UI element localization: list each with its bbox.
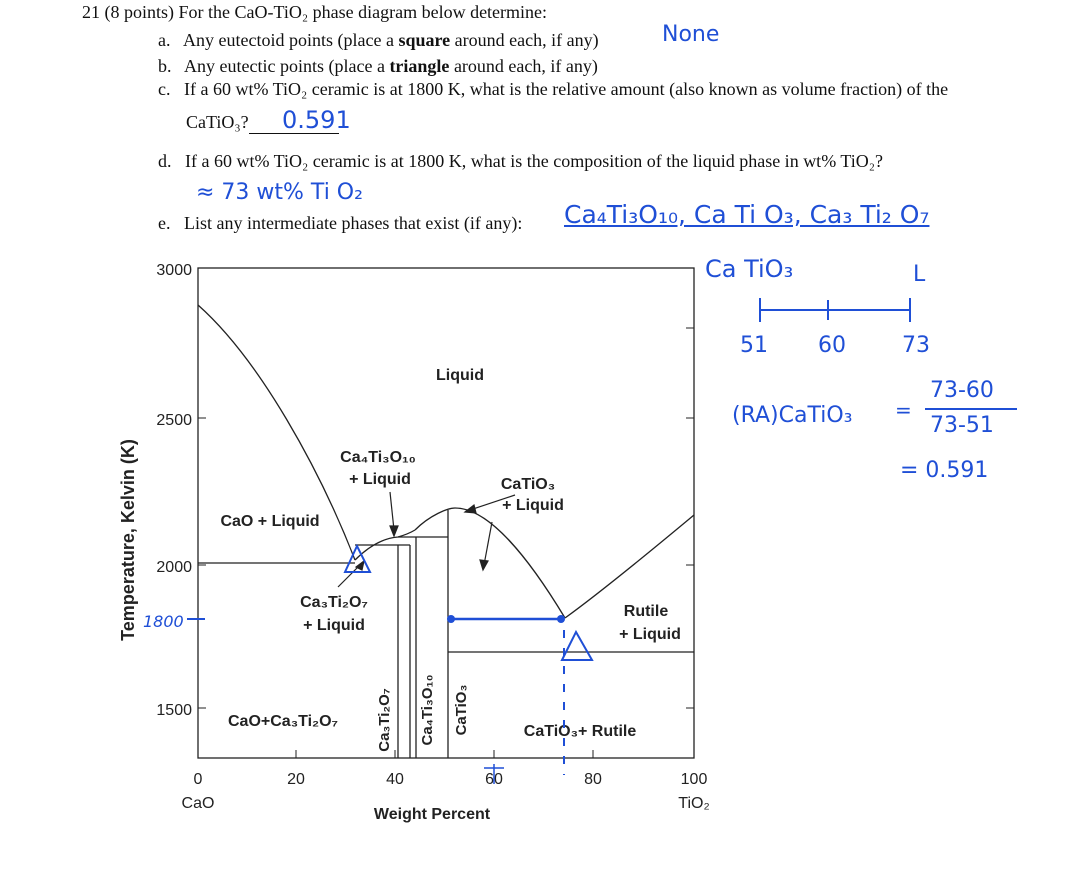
label-c32-liquid-1: Ca₃Ti₂O₇ [300,594,368,611]
temp-mark-1800: 1800 [143,612,184,631]
x-tick-40: 40 [386,771,404,788]
label-v-c32: Ca₃Ti₂O₇ [376,688,393,752]
x-tick-20: 20 [287,771,305,788]
question-header: 21 (8 points) For the CaO-TiO₂ phase diagram below determine: [82,2,548,22]
lever-eq: = [895,398,912,422]
x-tick-100: 100 [680,771,708,788]
label-catio3-rutile: CaTiO₃+ Rutile [523,723,637,740]
answer-e: Ca₄Ti₃O₁₀, Ca Ti O₃, Ca₃ Ti₂ O₇ [564,200,930,229]
answer-d: ≈ 73 wt% Ti O₂ [196,180,363,205]
tie-value-60: 60 [818,333,846,358]
label-liquid: Liquid [436,367,484,384]
lever-numerator: 73-60 [930,378,994,403]
label-cao-c32: CaO+Ca₃Ti₂O₇ [228,713,338,730]
label-v-catio3: CaTiO₃ [453,684,470,736]
label-v-c43: Ca₄Ti₃O₁₀ [419,674,436,746]
item-a-text-post: around each, if any) [450,30,599,50]
x-end-tio2: TiO₂ [678,795,710,812]
label-catio3-liquid-2: + Liquid [502,497,564,514]
item-a-emph: square [398,30,451,50]
label-rutile-liquid-2: + Liquid [619,626,681,643]
eutectic-triangle-right [562,632,592,660]
tie-point-left [447,615,455,623]
item-e-text: List any intermediate phases that exist (if any): [184,213,523,233]
x-tick-80: 80 [584,771,602,788]
label-c43-liquid-1: Ca₄Ti₃O₁₀ [340,449,416,466]
answer-c: 0.591 [282,106,351,134]
y-tick-3000: 3000 [156,262,192,279]
label-rutile-liquid-1: Rutile [623,603,669,620]
item-c-text: If a 60 wt% TiO₂ ceramic is at 1800 K, what is the relative amount (also known as volume fraction) of the [184,79,949,99]
y-tick-2000: 2000 [156,559,192,576]
handwritten-annotations [143,546,592,784]
item-a-text-pre: Any eutectoid points (place a [183,30,399,50]
y-tick-1500: 1500 [156,702,192,719]
label-cao-liquid: CaO + Liquid [220,513,320,530]
item-b-text-post: around each, if any) [449,56,598,76]
tie-value-51: 51 [740,333,768,358]
x-end-cao: CaO [181,795,215,812]
lever-denominator: 73-51 [930,413,994,438]
x-axis-label: Weight Percent [373,806,491,823]
lever-result: = 0.591 [900,458,989,483]
x-axis [182,750,710,812]
x-tick-60: 60 [485,771,503,788]
answer-a: None [662,22,720,47]
item-b-emph: triangle [389,56,450,76]
item-a-letter: a. [158,30,171,50]
item-c-text-line2: CaTiO₃? [186,112,249,132]
work-phase-left: Ca TiO₃ [705,255,794,283]
item-b-text-pre: Any eutectic points (place a [184,56,390,76]
item-d-letter: d. [158,151,172,171]
label-c43-liquid-2: + Liquid [349,471,411,488]
x-tick-0: 0 [193,771,203,788]
label-c32-liquid-2: + Liquid [303,617,365,634]
work-phase-right: L [913,262,926,287]
y-axis-label: Temperature, Kelvin (K) [118,439,138,641]
y-tick-2500: 2500 [156,412,192,429]
lever-lhs: (RA)CaTiO₃ [732,403,853,428]
item-c-letter: c. [158,79,171,99]
item-e-letter: e. [158,213,171,233]
tie-point-right [557,615,565,623]
tie-value-73: 73 [902,333,930,358]
item-b-letter: b. [158,56,172,76]
label-catio3-liquid-1: CaTiO₃ [500,476,556,493]
catio3-liquidus [415,508,565,618]
item-d-text: If a 60 wt% TiO₂ ceramic is at 1800 K, what is the composition of the liquid phase in wt% TiO₂? [185,151,883,171]
